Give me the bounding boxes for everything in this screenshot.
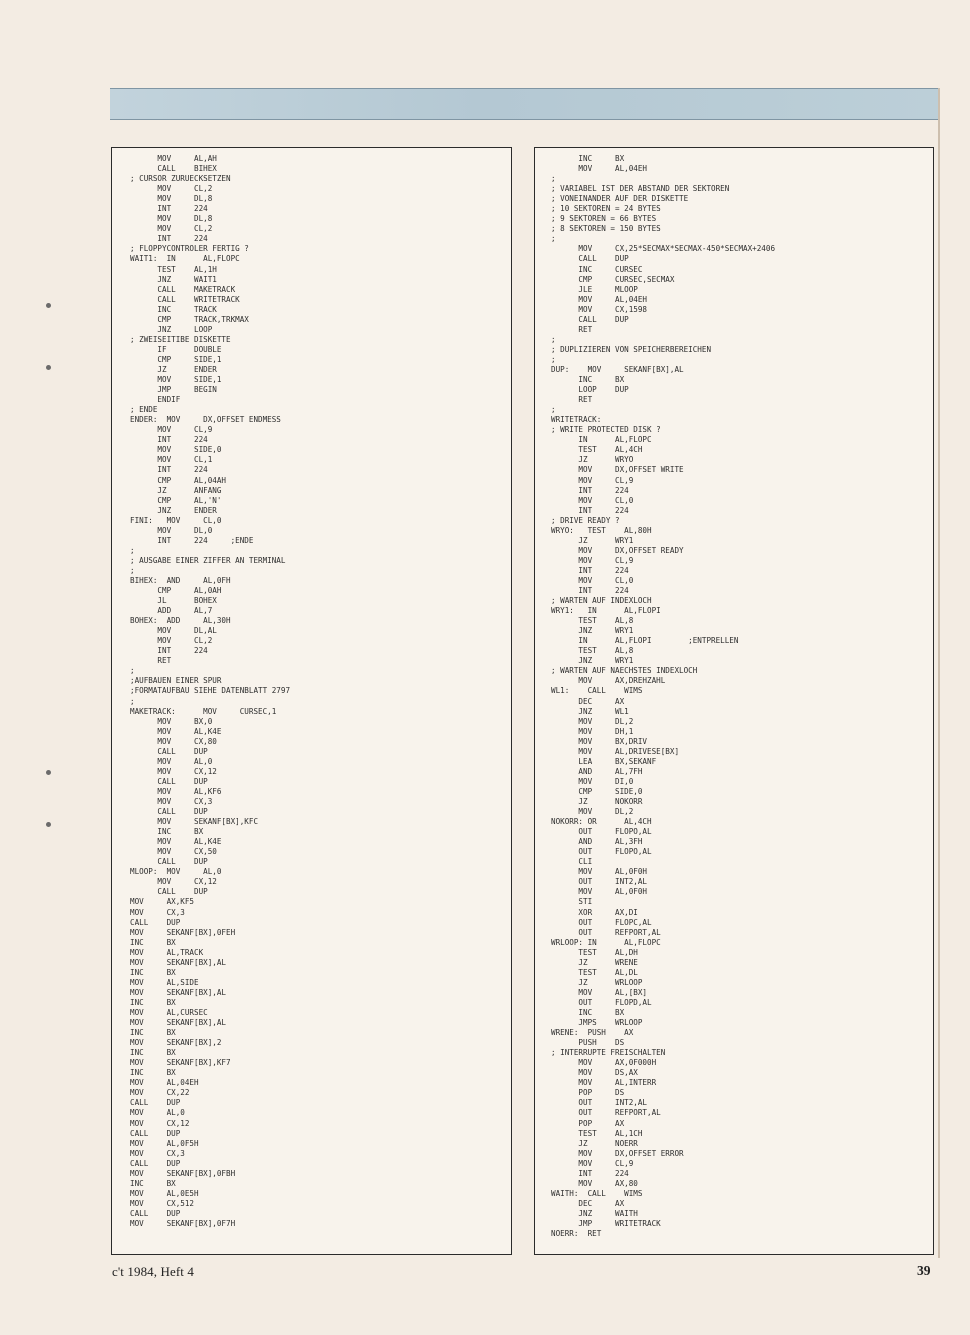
- punch-hole-mark: [46, 303, 51, 308]
- punch-hole-mark: [46, 770, 51, 775]
- punch-hole-mark: [46, 365, 51, 370]
- listing-box-right: [534, 147, 934, 1255]
- assembler-listing-left: MOV AL,AH CALL BIHEX ; CURSOR ZURUECKSETZEN MOV CL,2 MOV DL,8 INT 224 MOV DL,8 MOV CL,2 INT 224 ; FLOPPYCONTROLER FERTIG ? WAIT1: IN AL,FLOPC TEST AL,1H JNZ WAIT1 CALL MAKETRACK CALL WRITETRACK INC TRACK CMP TRACK,TRKMAX JNZ LOOP ; ZWEISEITIBE DISKETTE IF DOUBLE CMP SIDE,1 JZ ENDER MOV SIDE,1 JMP BEGIN ENDIF ; ENDE ENDER: MOV DX,OFFSET ENDMESS MOV CL,9 INT 224 MOV SIDE,0 MOV CL,1 INT 224 CMP AL,04AH JZ ANFANG CMP AL,'N' JNZ ENDER FINI: MOV CL,0 MOV DL,0 INT 224 ;ENDE ; ; AUSGABE EINER ZIFFER AN TERMINAL ; BIHEX: AND AL,0FH CMP AL,0AH JL BOHEX ADD AL,7 BOHEX: ADD AL,30H MOV DL,AL MOV CL,2 INT 224 RET ; ;AUFBAUEN EINER SPUR ;FORMATAUFBAU SIEHE DATENBLATT 2797 ; MAKETRACK: MOV CURSEC,1 MOV BX,0 MOV AL,K4E MOV CX,80 CALL DUP MOV AL,0 MOV CX,12 CALL DUP MOV AL,KF6 MOV CX,3 CALL DUP MOV SEKANF[BX],KFC INC BX MOV AL,K4E MOV CX,50 CALL DUP MLOOP: MOV AL,0 MOV CX,12 CALL DUP MOV AX,KF5 MOV CX,3 CALL DUP MOV SEKANF[BX],0FEH INC BX MOV AL,TRACK MOV SEKANF[BX],AL INC BX MOV AL,SIDE MOV SEKANF[BX],AL INC BX MOV AL,CURSEC MOV SEKANF[BX],AL INC BX MOV SEKANF[BX],2 INC BX MOV SEKANF[BX],KF7 INC BX MOV AL,04EH MOV CX,22 CALL DUP MOV AL,0 MOV CX,12 CALL DUP MOV AL,0F5H MOV CX,3 CALL DUP MOV SEKANF[BX],0FBH INC BX MOV AL,0E5H MOV CX,512 CALL DUP MOV SEKANF[BX],0F7H: [130, 154, 291, 1228]
- assembler-listing-right: INC BX MOV AL,04EH ; ; VARIABEL IST DER ABSTAND DER SEKTOREN ; VONEINANDER AUF DER DISKETTE ; 10 SEKTOREN = 24 BYTES ; 9 SEKTOREN = 66 BYTES ; 8 SEKTOREN = 150 BYTES ; MOV CX,25*SECMAX*SECMAX-450*SECMAX+2406 CALL DUP INC CURSEC CMP CURSEC,SECMAX JLE MLOOP MOV AL,04EH MOV CX,1598 CALL DUP RET ; ; DUPLIZIEREN VON SPEICHERBEREICHEN ; DUP: MOV SEKANF[BX],AL INC BX LOOP DUP RET ; WRITETRACK: ; WRITE PROTECTED DISK ? IN AL,FLOPC TEST AL,4CH JZ WRYO MOV DX,OFFSET WRITE MOV CL,9 INT 224 MOV CL,0 INT 224 ; DRIVE READY ? WRYO: TEST AL,80H JZ WRY1 MOV DX,OFFSET READY MOV CL,9 INT 224 MOV CL,0 INT 224 ; WARTEN AUF INDEXLOCH WRY1: IN AL,FLOPI TEST AL,8 JNZ WRY1 IN AL,FLOPI ;ENTPRELLEN TEST AL,8 JNZ WRY1 ; WARTEN AUF NAECHSTES INDEXLOCH MOV AX,DREHZAHL WL1: CALL WIMS DEC AX JNZ WL1 MOV DL,2 MOV DH,1 MOV BX,DRIV MOV AL,DRIVESE[BX] LEA BX,SEKANF AND AL,7FH MOV DI,0 CMP SIDE,0 JZ NOKORR MOV DL,2 NOKORR: OR AL,4CH OUT FLOPO,AL AND AL,3FH OUT FLOPO,AL CLI MOV AL,0F0H OUT INT2,AL MOV AL,0F0H STI XOR AX,DI OUT FLOPC,AL OUT REFPORT,AL WRLOOP: IN AL,FLOPC TEST AL,DH JZ WRENE TEST AL,DL JZ WRLOOP MOV AL,[BX] OUT FLOPD,AL INC BX JMPS WRLOOP WRENE: PUSH AX PUSH DS ; INTERRUPTE FREISCHALTEN MOV AX,0F000H MOV DS,AX MOV AL,INTERR POP DS OUT INT2,AL OUT REFPORT,AL POP AX TEST AL,1CH JZ NOERR MOV DX,OFFSET ERROR MOV CL,9 INT 224 MOV AX,80 WAITH: CALL WIMS DEC AX JNZ WAITH JMP WRITETRACK NOERR: RET: [551, 154, 776, 1239]
- page-number: 39: [917, 1263, 931, 1278]
- punch-hole-mark: [46, 822, 51, 827]
- header-band: [110, 88, 938, 120]
- listing-box-left: [111, 147, 512, 1255]
- journal-citation: c't 1984, Heft 4: [112, 1264, 194, 1279]
- page-edge-line: [938, 88, 940, 1258]
